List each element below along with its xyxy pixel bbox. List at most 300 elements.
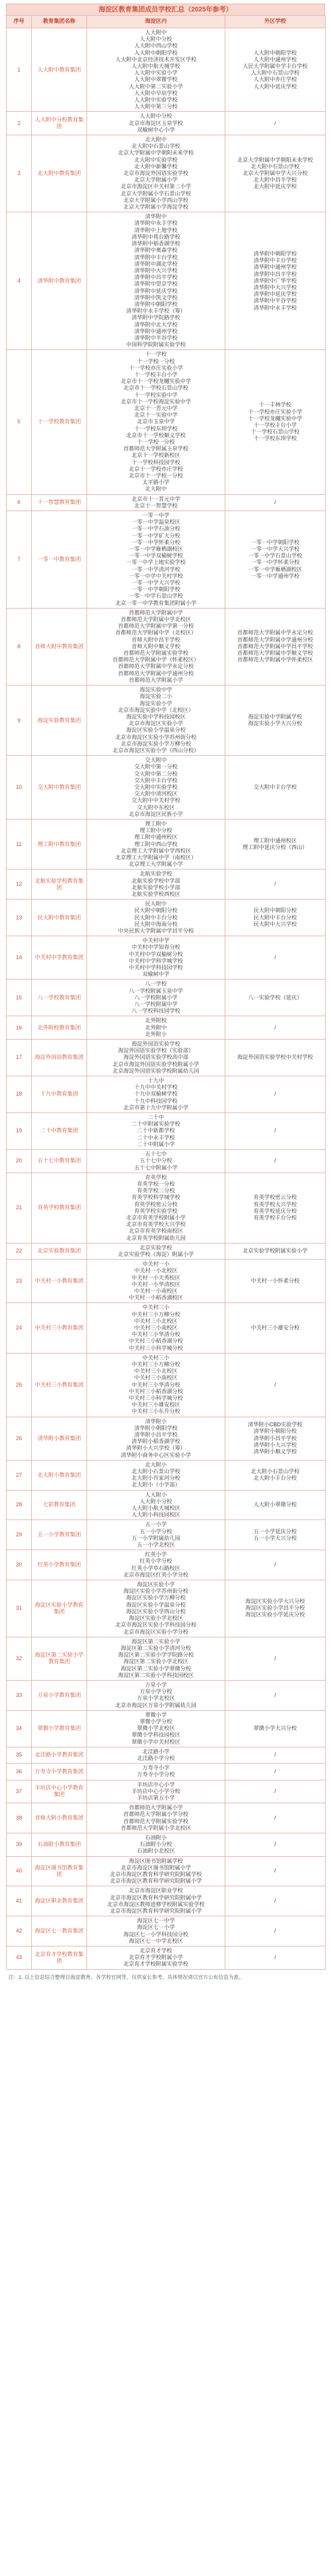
inner-schools-cell (87, 1113, 225, 1150)
inner-schools-cell (87, 1803, 225, 1833)
inner-school-name: 五一小学附属幼儿园 (131, 1535, 180, 1541)
inner-school-name: 交大附中实验学校 (134, 784, 178, 790)
inner-school-name: 交大附中第一分校 (134, 764, 178, 770)
inner-school-name: 北京市海淀区实验小学分校 (123, 1628, 189, 1635)
inner-school-name: 北京市十一学校顺义学校 (126, 432, 186, 438)
table-row (7, 494, 326, 511)
group-name: 人大附中分校教育集团 (32, 112, 87, 135)
group-name: 海淀外国语教育集团 (32, 1040, 87, 1076)
row-number: 1 (7, 28, 32, 112)
outer-school-name: / (274, 1814, 276, 1821)
inner-school-name: 北京十一晋元中学 (134, 405, 178, 411)
table-body (7, 28, 326, 1970)
inner-school-name: 中关村三小科学城分校 (129, 1345, 183, 1351)
inner-schools-cell (87, 685, 225, 756)
inner-school-name: 育英学校一分校 (136, 1180, 175, 1187)
outer-schools-cell (225, 608, 326, 685)
outer-school-name: 北大附中延庆学校 (253, 183, 297, 190)
inner-school-name: 北大附小石景山学校 (131, 1468, 180, 1475)
inner-schools-cell (87, 1680, 225, 1710)
inner-school-name: 北京大学附属小学 (134, 177, 178, 183)
row-number: 12 (7, 869, 32, 900)
inner-school-name: 中关村一小 (142, 1261, 169, 1268)
outer-schools-cell (225, 980, 326, 1016)
inner-school-name: 清华附中将台路学校 (131, 233, 180, 240)
group-name: 清华附小教育集团 (32, 1417, 87, 1460)
inner-school-name: 北航实验学校小学部 (131, 884, 180, 891)
inner-school-name: 中关村三小万柳分校 (131, 1361, 180, 1367)
inner-schools-cell (87, 936, 225, 980)
inner-school-name: 北京市海淀外国语实验学校 (123, 170, 189, 177)
inner-school-name: 人大附中早培学校 (134, 90, 178, 96)
outer-school-name: 北京大学附属中学大兴分校 (242, 170, 308, 177)
inner-school-name: 十九中科技园学校 (134, 1097, 178, 1104)
outer-school-name: / (274, 499, 276, 506)
group-name: 海淀区图书馆教育集团 (32, 1856, 87, 1886)
inner-school-name: 人大附中分校 (139, 113, 172, 120)
inner-school-name: 二十中 (147, 1114, 164, 1121)
table-row (7, 1856, 326, 1886)
table-row (7, 980, 326, 1016)
header-inner-schools: 海淀区内 (87, 16, 225, 28)
inner-schools-cell (87, 608, 225, 685)
inner-schools-cell (87, 1886, 225, 1916)
inner-school-name: 首师大附中顺义学校 (131, 643, 180, 649)
inner-school-name: 一零一中学中关村学校 (129, 572, 183, 579)
outer-school-name: 清华附小朝阳分校 (253, 1428, 297, 1435)
outer-schools-cell (225, 1520, 326, 1550)
outer-schools-cell (225, 1916, 326, 1946)
inner-school-name: 中关村三小万柳分校 (131, 1311, 180, 1317)
inner-school-name: 海淀区实验小学北校区 (129, 1615, 183, 1622)
table-row (7, 1353, 326, 1417)
inner-school-name: 清华附中大兴学校 (134, 267, 178, 274)
inner-school-name: 北外附小 (145, 1031, 167, 1037)
inner-schools-cell (87, 1417, 225, 1460)
outer-schools-cell (225, 819, 326, 869)
inner-school-name: 清华附中通州学校 (134, 328, 178, 334)
inner-school-name: 北京市海淀区图书馆附属小学 (120, 1864, 191, 1871)
inner-school-name: 北京市十一晋元中学 (131, 495, 180, 502)
inner-school-name: 民大附中海南分校 (134, 921, 178, 927)
inner-school-name: 一零一中学温泉校区 (131, 519, 180, 526)
inner-school-name: 清华附中望京学校 (134, 281, 178, 287)
inner-schools-cell (87, 1353, 225, 1417)
outer-school-name: 首都师范大学附属中学昌平学校 (237, 643, 313, 649)
inner-school-name: 万寿寺小学分校 (136, 1771, 175, 1778)
inner-school-name: 人大附小分校 (139, 1498, 172, 1504)
inner-school-name: 人大附中第二实验小学 (129, 83, 183, 90)
row-number: 2 (7, 112, 32, 135)
outer-school-name: 十一学校石景山学校 (251, 429, 300, 435)
outer-school-name: 五一小学大兴分校 (253, 1535, 297, 1541)
inner-school-name: 海淀实验二小 (139, 693, 172, 700)
outer-school-name: 翠微小学大兴分校 (253, 1725, 297, 1732)
inner-school-name: 育英学校二分校 (136, 1188, 175, 1194)
outer-schools-cell (225, 900, 326, 936)
inner-school-name: 中关村中学科技园学校 (129, 964, 183, 971)
inner-school-name: 海淀区第二实验小学清河分校 (120, 1645, 191, 1651)
row-number: 17 (7, 1040, 32, 1076)
outer-school-name: 十一学校龙樾实验中学 (247, 415, 302, 422)
outer-school-name: / (274, 1024, 276, 1031)
inner-school-name: 十九中中关村学校 (134, 1084, 178, 1091)
table-row (7, 819, 326, 869)
outer-school-name: 育英学校延庆分校 (253, 1207, 297, 1214)
inner-school-name: 海淀区第二实验小学学院路分校 (118, 1652, 194, 1658)
inner-school-name: 北航实验学校西校区 (131, 891, 180, 897)
table-row (7, 1520, 326, 1550)
inner-school-name: 清华附中永丰学校 (134, 220, 178, 227)
inner-school-name: 二十中新都学校 (136, 1127, 175, 1134)
outer-school-name: 民大附中丰台分校 (253, 914, 297, 921)
inner-school-name: 北京市第十九中学附属小学 (123, 1104, 189, 1111)
inner-school-name: 十一学校一分校 (136, 358, 175, 364)
inner-school-name: 北洼路小学 (142, 1748, 169, 1755)
inner-school-name: 首师大附中昌平学校 (131, 636, 180, 643)
outer-school-name: 人民大学附属中学丰台学校 (242, 63, 308, 70)
row-number: 43 (7, 1946, 32, 1970)
table-row (7, 1260, 326, 1303)
group-name: 八一学校教育集团 (32, 980, 87, 1016)
outer-school-name: / (274, 1898, 276, 1904)
inner-school-name: 北京育英学校附属幼儿园 (126, 1234, 186, 1241)
inner-schools-cell (87, 1460, 225, 1490)
inner-school-name: 海淀区七一中学北校区 (129, 1937, 183, 1944)
inner-schools-cell (87, 1076, 225, 1113)
outer-schools-cell (225, 1040, 326, 1076)
inner-school-name: 中关村三小稻香湖分校 (129, 1338, 183, 1345)
inner-school-name: 双榆树中学 (142, 971, 169, 978)
inner-school-name: 北京市海淀区万泉小学附属幼儿园 (115, 1702, 196, 1708)
inner-schools-cell (87, 1173, 225, 1243)
inner-schools-cell (87, 1016, 225, 1040)
inner-school-name: 育英学校科学城学校 (131, 1194, 180, 1201)
outer-school-name: 一零一中学朝阳学校 (251, 539, 300, 545)
inner-school-name: 石油附小分校 (139, 1841, 172, 1848)
row-number: 21 (7, 1173, 32, 1243)
inner-school-name: 中关村三小 (142, 1304, 169, 1311)
inner-school-name: 交大附中 (145, 757, 167, 764)
inner-school-name: 海淀外国语实验学校高中部 (123, 1054, 189, 1061)
inner-school-name: 二十中永丰学校 (136, 1134, 175, 1141)
inner-school-name: 翠微小学北校区 (136, 1725, 175, 1732)
table-row (7, 28, 326, 112)
table-row (7, 936, 326, 980)
table-row (7, 135, 326, 212)
outer-schools-cell (225, 936, 326, 980)
inner-school-name: 中关村一小稻香湖校区 (129, 1295, 183, 1301)
outer-school-name: 海淀外国语实验学校中关村学校 (237, 1054, 313, 1061)
inner-schools-cell (87, 350, 225, 494)
inner-school-name: 北大附中实验学校 (134, 156, 178, 163)
outer-school-name: 首都师范大学附属中学通州分校 (237, 636, 313, 643)
group-name: 十一智慧教育集团 (32, 494, 87, 511)
inner-school-name: 石油附小 (145, 1834, 167, 1841)
inner-school-name: 清华附中凯文学校 (134, 294, 178, 301)
inner-school-name: 首都师范大学附属中学第一分校 (118, 623, 194, 630)
group-name: 十九中教育集团 (32, 1076, 87, 1113)
row-number: 27 (7, 1460, 32, 1490)
inner-school-name: 育英学校密云分校 (134, 1201, 178, 1207)
inner-school-name: 海淀区实验小学西山分校 (126, 1608, 186, 1615)
outer-school-name: 北京大学附属中学朝阳未来学校 (237, 156, 313, 163)
inner-school-name: 中关村三小稻香湖分校 (129, 1388, 183, 1394)
outer-schools-cell (225, 1680, 326, 1710)
inner-school-name: 十一学校一分校 (136, 438, 175, 445)
inner-school-name: 清华附中永丰学校（筹） (126, 308, 186, 314)
inner-school-name: 北大附中新馨学校 (134, 163, 178, 170)
row-number: 40 (7, 1856, 32, 1886)
outer-school-name: / (274, 1381, 276, 1388)
inner-school-name: 万泉小学北校区 (136, 1695, 175, 1702)
inner-school-name: 五十七中附属小学 (134, 1164, 178, 1171)
inner-school-name: 羊坊店第五小学 (136, 1794, 175, 1801)
table-row (7, 1780, 326, 1803)
inner-schools-cell (87, 980, 225, 1016)
outer-schools-cell (225, 1886, 326, 1916)
inner-school-name: 海淀区图书馆附属学校 (129, 1857, 183, 1864)
inner-school-name: 羊坊店中心小学 (136, 1781, 175, 1788)
inner-school-name: 北京大学附属小学石景山学校 (120, 190, 191, 197)
inner-school-name: 十一学校 (145, 351, 167, 358)
table-row (7, 1243, 326, 1259)
table-row (7, 1417, 326, 1460)
row-number: 41 (7, 1886, 32, 1916)
groups-table (6, 15, 326, 1970)
inner-school-name: 理工附中西山学校 (134, 841, 178, 847)
table-row (7, 1490, 326, 1520)
inner-school-name: 中关村三小华清分校 (131, 1331, 180, 1338)
outer-schools-cell (225, 1710, 326, 1747)
outer-school-name: 民大附中大兴学校 (253, 921, 297, 927)
inner-school-name: 首都师范大学附属小学 (129, 676, 183, 683)
inner-school-name: 海淀区实验小学苏州街分校 (123, 1588, 189, 1595)
outer-school-name: 理工附中通州校区 (253, 837, 297, 844)
inner-school-name: 五十七中分校 (139, 1158, 172, 1164)
inner-school-name: 清华附小稻香湖学校 (131, 1438, 180, 1445)
inner-school-name: 海淀实验小学 (139, 700, 172, 707)
inner-school-name: 首都师范大学附属玉泉学校 (123, 446, 189, 452)
inner-school-name: 海淀区实验小学 (136, 1581, 175, 1588)
inner-school-name: 北京市海淀区教师进修学校附属实验学校 (107, 1901, 205, 1907)
inner-school-name: 海淀外国语实验学校 (131, 1041, 180, 1047)
inner-school-name: 北京一零一中学教育集团附属小学 (115, 600, 196, 606)
outer-school-name: 清华附中朝阳学校 (253, 250, 297, 257)
inner-school-name: 北京育才学校附属实验学校 (123, 1961, 189, 1967)
inner-school-name: 北京十一实验中学 (134, 412, 178, 419)
outer-schools-cell (225, 1303, 326, 1353)
table-row (7, 1580, 326, 1637)
row-number: 42 (7, 1916, 32, 1946)
group-name: 羊坊店中心小学教育集团 (32, 1780, 87, 1803)
inner-school-name: 一零一中学朝阳学校 (131, 586, 180, 593)
outer-school-name: / (274, 1691, 276, 1698)
row-number: 7 (7, 511, 32, 609)
group-name: 北京育才学校教育集团 (32, 1946, 87, 1970)
inner-school-name: 人大附小 (145, 1491, 167, 1498)
inner-school-name: 北外附中 (145, 1024, 167, 1031)
inner-school-name: 清华附小大兴学校（筹） (126, 1445, 186, 1452)
inner-school-name: 中关村中学科学城学校 (129, 957, 183, 964)
inner-school-name: 北京市海淀区教育科学研究院附属学校 (109, 1871, 202, 1877)
inner-school-name: 清华附中延庆学校 (134, 287, 178, 294)
group-name: 北京实验教育集团 (32, 1243, 87, 1259)
row-number: 31 (7, 1580, 32, 1637)
inner-school-name: 北外附校 (145, 1017, 167, 1024)
outer-school-name: / (274, 120, 276, 126)
table-row (7, 685, 326, 756)
inner-school-name: 翠微小学科技园校区 (131, 1732, 180, 1738)
inner-school-name: 一零一中学石油分校 (131, 526, 180, 532)
outer-schools-cell (225, 1353, 326, 1417)
inner-school-name: 民大附中朝阳分校 (134, 907, 178, 914)
outer-school-name: / (274, 1928, 276, 1934)
inner-school-name: 一零一中学怀柔分校 (131, 539, 180, 545)
group-name: 中关村三小教育集团 (32, 1303, 87, 1353)
row-number: 33 (7, 1680, 32, 1710)
inner-school-name: 首都师范大学附属中学（北校区） (115, 630, 196, 636)
inner-school-name: 交大附中中关村学校 (131, 797, 180, 804)
outer-school-name: 首都师范大学附属中学顺义学校 (237, 650, 313, 657)
inner-school-name: 中关村三小 (142, 1354, 169, 1361)
outer-school-name: / (274, 1655, 276, 1661)
outer-school-name: 人大附中通州学校 (253, 56, 297, 63)
outer-school-name: 清华附中延庆学校 (253, 291, 297, 298)
outer-schools-cell (225, 869, 326, 900)
inner-school-name: 首都师范大学附属小学北校区 (120, 1824, 191, 1831)
group-name: 五一小学教育集团 (32, 1520, 87, 1550)
inner-school-name: 北大附小肖家河分校 (131, 1475, 180, 1482)
inner-school-name: 红英小学阜石路校区 (131, 1565, 180, 1571)
inner-school-name: 北京市育英学校南校区 (129, 1228, 183, 1234)
inner-schools-cell (87, 1040, 225, 1076)
outer-school-name: 清华附小CBD实验学校 (247, 1421, 303, 1428)
inner-school-name: 人大附小航天城校区 (131, 1505, 180, 1512)
outer-school-name: / (274, 1562, 276, 1568)
table-row (7, 1916, 326, 1946)
table-row (7, 1764, 326, 1780)
table-row (7, 1550, 326, 1580)
inner-school-name: 万泉小学分校 (139, 1688, 172, 1695)
table-row (7, 1040, 326, 1076)
inner-school-name: 育英学校实验学校 (134, 1207, 178, 1214)
inner-school-name: 十一学校东坝学校 (134, 425, 178, 432)
inner-school-name: 首都师范大学附属中学通州分校 (118, 670, 194, 676)
inner-school-name: 清华附小 (145, 1418, 167, 1424)
outer-school-name: 十一学校东坝学校 (253, 435, 297, 442)
outer-schools-cell (225, 1243, 326, 1259)
row-number: 9 (7, 685, 32, 756)
outer-school-name: 首都师范大学附属中学永定分校 (237, 630, 313, 636)
table-row (7, 1747, 326, 1763)
inner-school-name: 北京市海淀区实验小学科技园分校 (115, 1622, 196, 1628)
outer-schools-cell (225, 212, 326, 350)
row-number: 37 (7, 1780, 32, 1803)
inner-schools-cell (87, 756, 225, 820)
group-name: 北外附校教育集团 (32, 1016, 87, 1040)
inner-school-name: 海淀区实验小学温泉分校 (126, 727, 186, 734)
inner-school-name: 清华附中学院路学校 (131, 314, 180, 321)
table-row (7, 1113, 326, 1150)
inner-schools-cell (87, 1780, 225, 1803)
row-number: 29 (7, 1520, 32, 1550)
inner-school-name: 北京市育英学校附属小学 (126, 1214, 186, 1221)
outer-schools-cell (225, 685, 326, 756)
outer-school-name: 北大附小石景山学校 (251, 1468, 300, 1475)
inner-schools-cell (87, 1764, 225, 1780)
inner-school-name: 万寿寺小学 (142, 1765, 169, 1771)
inner-school-name: 清华附中北大学校 (134, 321, 178, 328)
outer-school-name: 交大附中丰台学校 (253, 784, 297, 790)
inner-school-name: 人大附中 (145, 29, 167, 35)
table-row (7, 1173, 326, 1243)
outer-schools-cell (225, 1747, 326, 1763)
group-name: 北洼路小学教育集团 (32, 1747, 87, 1763)
inner-school-name: 首都师范大学附属小学 (129, 1805, 183, 1811)
inner-school-name: 中关村中学双榆树分校 (129, 951, 183, 957)
inner-school-name: 北京十一学校亦庄学校 (129, 465, 183, 472)
inner-school-name: 双榆树中心小学 (136, 126, 175, 133)
inner-school-name: 十一学校亦庄实验小学 (129, 364, 183, 371)
inner-school-name: 海淀外国语实验学校（实验部） (118, 1047, 194, 1054)
outer-school-name: 北京实验学校附属实验小学 (242, 1248, 308, 1254)
inner-school-name: 北京大学附属中学朝阳未来学校 (118, 150, 194, 156)
inner-school-name: 一零一中学上地实验学校 (126, 559, 186, 566)
outer-schools-cell (225, 1173, 326, 1243)
inner-school-name: 海淀区第二实验小学翠微分校 (120, 1665, 191, 1672)
inner-school-name: 北京市海淀外国语实验学校附属小学 (112, 1061, 199, 1067)
header-number: 序号 (7, 16, 32, 28)
table-row (7, 1710, 326, 1747)
inner-school-name: 北京育才学校附属小学 (129, 1954, 183, 1961)
outer-school-name: 北大附小丰台分校 (253, 1475, 297, 1482)
group-name: 海淀区七一教育集团 (32, 1916, 87, 1946)
inner-schools-cell (87, 819, 225, 869)
inner-school-name: 人大附中第三分校 (134, 103, 178, 110)
inner-school-name: 翠微小学 (145, 1711, 167, 1718)
inner-school-name: 中关村中学知春分校 (131, 944, 180, 951)
inner-school-name: 二十中附属实验学校 (131, 1121, 180, 1127)
inner-schools-cell (87, 1490, 225, 1520)
outer-school-name: 清华附中永丰学校 (253, 304, 297, 311)
group-name: 海淀区职业教育集团 (32, 1886, 87, 1916)
inner-schools-cell (87, 28, 225, 112)
inner-school-name: 首都师范大学附属中学永定分校 (118, 663, 194, 670)
row-number: 26 (7, 1417, 32, 1460)
inner-school-name: 理工附中分校 (139, 827, 172, 834)
inner-schools-cell (87, 494, 225, 511)
outer-school-name: 一零一中学石景山学校 (247, 553, 302, 559)
table-row (7, 1833, 326, 1856)
row-number: 23 (7, 1260, 32, 1303)
inner-school-name: 北京市海淀区职业学校 (129, 1888, 183, 1894)
inner-school-name: 理工附中通州校区 (134, 834, 178, 841)
row-number: 3 (7, 135, 32, 212)
inner-school-name: 北航实验学校 (139, 871, 172, 877)
outer-schools-cell (225, 1856, 326, 1886)
inner-school-name: 清华附小商务中心区实验小学 (120, 1452, 191, 1458)
inner-school-name: 北京市海淀区民族小学 (129, 811, 183, 817)
outer-school-name: 北大附中石景山学校 (251, 163, 300, 170)
outer-school-name: 清华附中广华学校 (253, 277, 297, 284)
group-name: 海淀实验教育集团 (32, 685, 87, 756)
outer-school-name: / (274, 1868, 276, 1874)
inner-school-name: 海淀区实验小学温泉分校 (126, 1601, 186, 1608)
outer-school-name: / (274, 1752, 276, 1758)
table-row (7, 900, 326, 936)
inner-school-name: 中关村一小南校区 (134, 1287, 178, 1294)
